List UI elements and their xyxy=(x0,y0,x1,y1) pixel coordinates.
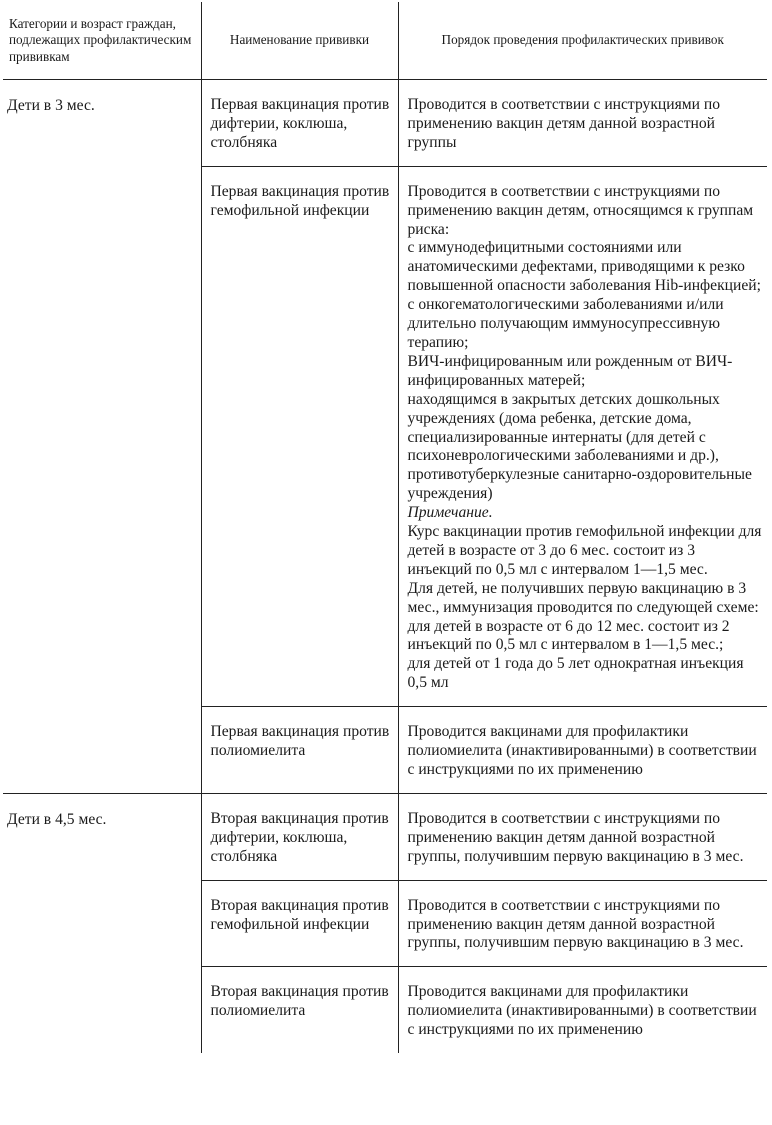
table-header-row xyxy=(3,2,767,80)
note-text: Курс вакцинации против гемофильной инфекции для детей в возрасте от 3 до 6 мес. состоит из 3 инъекций по 0,5 мл с интервалом 1—1,5 мес. xyxy=(407,523,762,578)
category-cell: Дети в 4,5 мес. xyxy=(3,793,201,1053)
procedure-cell: Проводится в соответствии с инструкциями по применению вакцин детям данной возрастной группы xyxy=(398,80,767,167)
vaccine-cell: Первая вакцинация против полиомиелита xyxy=(201,707,398,794)
note-text: для детей в возрасте от 6 до 12 мес. состоит из 2 инъекций по 0,5 мл с интервалом в 1—1,5 мес.; xyxy=(407,617,730,654)
procedure-cell: Проводится в соответствии с инструкциями по применению вакцин детям данной возрастной группы, получившим первую вакцинацию в 3 мес. xyxy=(398,793,767,880)
procedure-text: Проводится в соответствии с инструкциями по применению вакцин детям, относящимся к группам риска: xyxy=(407,182,754,238)
category-cell: Дети в 3 мес. xyxy=(3,80,201,794)
procedure-cell: Проводится в соответствии с инструкциями по применению вакцин детям данной возрастной группы, получившим первую вакцинацию в 3 мес. xyxy=(398,880,767,967)
vaccination-schedule-table xyxy=(3,2,767,1053)
note-text: Для детей, не получивших первую вакцинацию в 3 мес., иммунизация проводится по следующей схеме: xyxy=(407,579,759,616)
procedure-cell: Проводится вакцинами для профилактики полиомиелита (инактивированными) в соответствии с инструкциями по их применению xyxy=(407,983,757,1039)
procedure-cell: Проводится вакцинами для профилактики полиомиелита (инактивированными) в соответствии с инструкциями по их применению xyxy=(398,707,767,794)
header-vaccine: Наименование прививки xyxy=(201,2,398,80)
risk-group-item: находящимся в закрытых детских дошкольных учреждениях (дома ребенка, детские дома, специализированные интернаты (для детей с психоневрологическими заболеваниями и др.), противотуберкулезные санитарно-оздоровительные учреждения) xyxy=(407,390,752,503)
procedure-cell xyxy=(398,166,767,706)
header-procedure: Порядок проведения профилактических прививок xyxy=(398,2,767,80)
note-text: для детей от 1 года до 5 лет однократная инъекция 0,5 мл xyxy=(407,655,744,692)
header-category: Категории и возраст граждан, подлежащих профилактическим прививкам xyxy=(3,2,201,80)
note-label: Примечание. xyxy=(407,504,493,522)
risk-group-item: с онкогематологическими заболеваниями и/или длительно получающим иммуносупрессивную терапию; xyxy=(407,296,724,351)
vaccine-cell: Вторая вакцинация против гемофильной инфекции xyxy=(201,880,398,967)
table-row xyxy=(3,80,767,167)
vaccine-cell: Вторая вакцинация против полиомиелита xyxy=(201,967,398,1053)
risk-group-item: с иммунодефицитными состояниями или анатомическими дефектами, приводящими к резко повышенной опасности заболевания Hib-инфекцией; xyxy=(407,239,761,295)
risk-group-item: ВИЧ-инфицированным или рожденным от ВИЧ-инфицированных матерей; xyxy=(407,352,733,389)
vaccine-cell: Первая вакцинация против гемофильной инфекции xyxy=(201,166,398,706)
vaccine-cell: Первая вакцинация против дифтерии, коклюша, столбняка xyxy=(201,80,398,167)
table-row xyxy=(3,793,767,880)
vaccine-cell: Вторая вакцинация против дифтерии, коклюша, столбняка xyxy=(201,793,398,880)
